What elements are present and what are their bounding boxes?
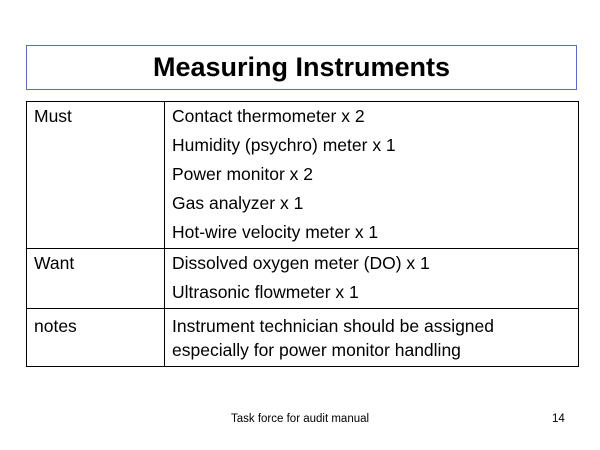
items-cell xyxy=(165,309,579,367)
item-text: Power monitor x 2 xyxy=(172,164,314,184)
category-cell xyxy=(27,309,165,367)
item-text: Dissolved oxygen meter (DO) x 1 xyxy=(172,253,430,273)
page-number: 14 xyxy=(552,413,565,425)
slide-title: Measuring Instruments xyxy=(152,52,451,82)
item-text: Hot-wire velocity meter x 1 xyxy=(172,222,379,242)
category-label: notes xyxy=(34,316,77,336)
item-text: Ultrasonic flowmeter x 1 xyxy=(172,282,359,302)
items-cell xyxy=(165,249,579,309)
item-text: Humidity (psychro) meter x 1 xyxy=(172,135,396,155)
category-label: Must xyxy=(34,106,72,126)
footer-text: Task force for audit manual xyxy=(231,413,370,425)
note-text: especially for power monitor handling xyxy=(172,340,461,360)
instruments-table xyxy=(26,101,579,367)
category-label: Want xyxy=(34,253,75,273)
category-cell xyxy=(27,249,165,309)
table-row-must xyxy=(27,102,579,249)
items-cell xyxy=(165,102,579,249)
table-row-notes xyxy=(27,309,579,367)
note-text: Instrument technician should be assigned xyxy=(172,316,495,336)
table-row-want xyxy=(27,249,579,309)
item-text: Contact thermometer x 2 xyxy=(172,106,365,126)
item-text: Gas analyzer x 1 xyxy=(172,193,304,213)
category-cell xyxy=(27,102,165,249)
title-box xyxy=(26,45,577,90)
